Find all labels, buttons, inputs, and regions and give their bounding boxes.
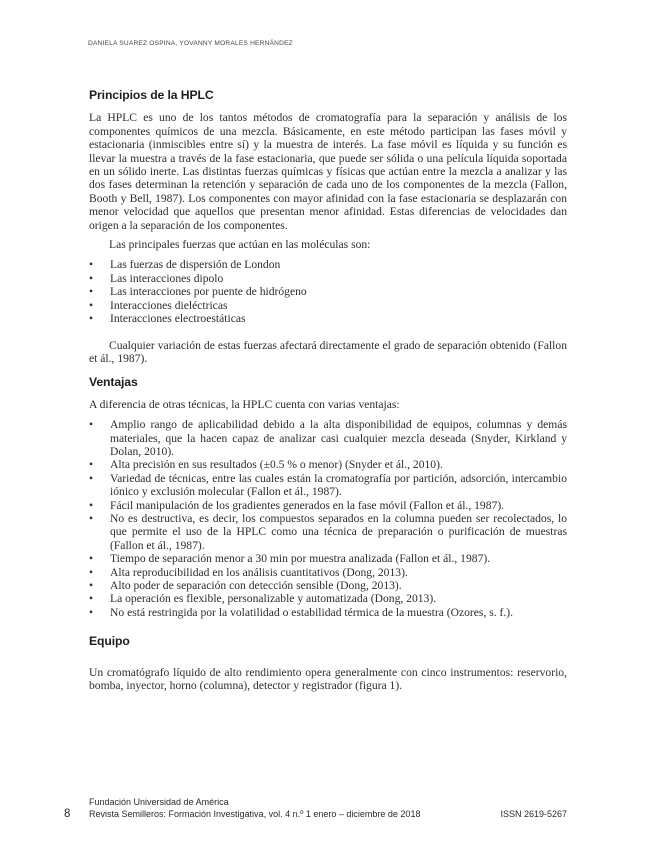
list-item: • No es destructiva, es decir, los compuestos separados en la columna pueden ser recolectados, lo que permite el uso de la HPLC como una técnica de preparación o purificación de muestras (Fallon et ál., 1987). <box>89 512 567 552</box>
list-item: • Variedad de técnicas, entre las cuales están la cromatografía por partición, adsorción, intercambio iónico y exclusión molecular (Fallon et ál., 1987). <box>89 472 567 499</box>
page-number: 8 <box>64 808 71 820</box>
section-title-equipo: Equipo <box>89 634 130 649</box>
footer-institution: Fundación Universidad de América <box>89 797 229 807</box>
list-item: • Alta reproducibilidad en los análisis cuantitativos (Dong, 2013). <box>89 566 567 579</box>
section-title-principios: Principios de la HPLC <box>89 88 214 102</box>
forces-list <box>89 258 567 325</box>
advantages-list <box>89 418 567 619</box>
list-item: • Las interacciones dipolo <box>89 272 567 285</box>
list-item: • Interacciones electroestáticas <box>89 312 567 325</box>
list-item: • Alto poder de separación con detección sensible (Dong, 2013). <box>89 579 567 592</box>
paragraph-variacion: Cualquier variación de estas fuerzas afectará directamente el grado de separación obtenido (Fallon et ál., 1987). <box>89 338 567 365</box>
list-item: • Interacciones dieléctricas <box>89 299 567 312</box>
footer-journal: Revista Semilleros: Formación Investigativa, vol. 4 n.º 1 enero – diciembre de 2018 <box>89 809 421 819</box>
list-item: • Fácil manipulación de los gradientes generados en la fase móvil (Fallon et ál., 1987). <box>89 499 567 512</box>
paragraph-equipo: Un cromatógrafo líquido de alto rendimiento opera generalmente con cinco instrumentos: reservorio, bomba, inyector, horno (columna), detector y registrador (figura 1). <box>89 665 567 693</box>
running-head-authors: DANIELA SUAREZ OSPINA, YOVANNY MORALES HERNÁNDEZ <box>88 40 293 47</box>
list-item: • Tiempo de separación menor a 30 min por muestra analizada (Fallon et ál., 1987). <box>89 552 567 565</box>
paragraph-ventajas-intro: A diferencia de otras técnicas, la HPLC cuenta con varias ventajas: <box>89 397 400 411</box>
list-item: • Las interacciones por puente de hidrógeno <box>89 285 567 298</box>
list-item: • La operación es flexible, personalizable y automatizada (Dong, 2013). <box>89 592 567 605</box>
paragraph-fuerzas-intro: Las principales fuerzas que actúan en las moléculas son: <box>109 238 371 252</box>
page-footer <box>89 796 567 820</box>
list-item: • Las fuerzas de dispersión de London <box>89 258 567 271</box>
list-item: • Amplio rango de aplicabilidad debido a la alta disponibilidad de equipos, columnas y demás materiales, que la hacen capaz de analizar casi cualquier mezcla deseada (Snyder, Kirkland y Dolan, 2010). <box>89 418 567 458</box>
list-item: • Alta precisión en sus resultados (±0.5 % o menor) (Snyder et ál., 2010). <box>89 458 567 471</box>
paragraph-principios: La HPLC es uno de los tantos métodos de cromatografía para la separación y análisis de los componentes químicos de una mezcla. Básicamente, en este método participan las fases móvil y estacionaria (inmiscibles entre sí) y la muestra de interés. La fase móvil es líquida y su función es llevar la muestra a través de la fase estacionaria, que puede ser sólida o una película líquida soportada en un sólido inerte. Las distintas fuerzas químicas y físicas que actúan entre la mezcla a analizar y las dos fases determinan la retención y separación de cada uno de los componentes de la mezcla (Fallon, Booth y Bell, 1987). Los componentes con mayor afinidad con la fase estacionaria se desplazarán con menor velocidad que aquellos que presentan menor afinidad. Estas diferencias de velocidades dan origen a la separación de los componentes. <box>89 111 567 232</box>
section-title-ventajas: Ventajas <box>89 375 138 390</box>
footer-issn: ISSN 2619-5267 <box>500 809 567 819</box>
article-body <box>89 89 567 692</box>
list-item: • No está restringida por la volatilidad o estabilidad térmica de la muestra (Ozores, s. f.). <box>89 606 567 619</box>
